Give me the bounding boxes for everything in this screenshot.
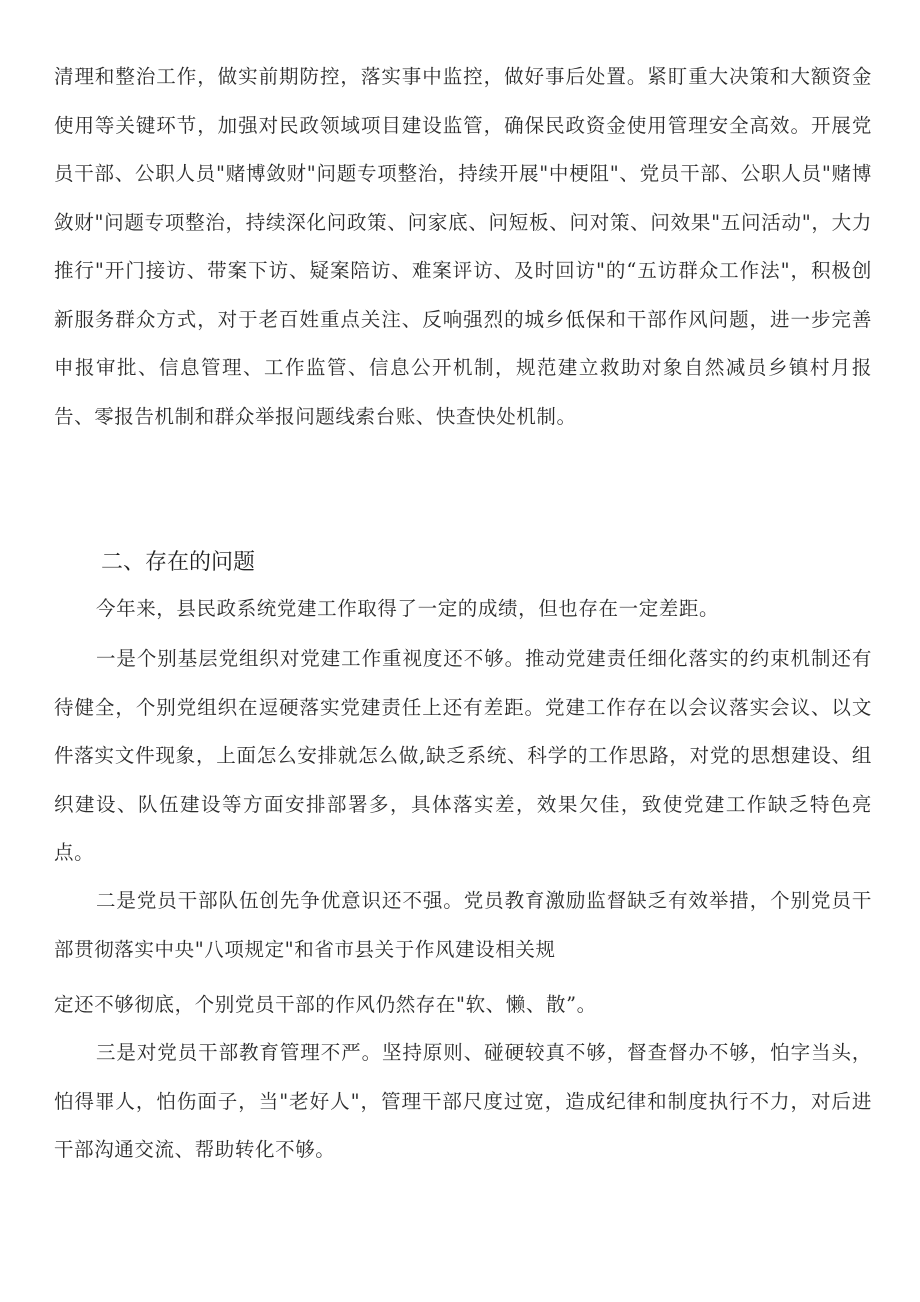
problem-two-continued-paragraph: 定还不够彻底，个别党员干部的作风仍然存在"软、懒、散”。: [54, 993, 597, 1016]
problem-one-paragraph: 一是个别基层党组织对党建工作重视度还不够。推动党建责任细化落实的约束机制还有待健全，个别党组织在逗硬落实党建责任上还有差距。党建工作存在以会议落实会议、以文件落实文件现象，上面怎么安排就怎么做,缺乏系统、科学的工作思路，对党的思想建设、组织建设、队伍建设等方面安排部署多，具体落实差，效果欠佳，致使党建工作缺乏特色亮点。: [54, 647, 872, 864]
section-heading: 二、存在的问题: [101, 550, 256, 575]
intro-paragraph: 清理和整治工作，做实前期防控，落实事中监控，做好事后处置。紧盯重大决策和大额资金使用等关键环节，加强对民政领域项目建设监管，确保民政资金使用管理安全高效。开展党员干部、公职人员"赌博敛财"问题专项整治，持续开展"中梗阻"、党员干部、公职人员"赌博敛财"问题专项整治，持续深化问政策、问家底、问短板、问对策、问效果"五问活动"，大力推行"开门接访、带案下访、疑案陪访、难案评访、及时回访"的“五访群众工作法"，积极创新服务群众方式，对于老百姓重点关注、反响强烈的城乡低保和干部作风问题，进一步完善申报审批、信息管理、工作监管、信息公开机制，规范建立救助对象自然减员乡镇村月报告、零报告机制和群众举报问题线索台账、快查快处机制。: [54, 65, 872, 428]
problem-three-paragraph: 三是对党员干部教育管理不严。坚持原则、碰硬较真不够，督查督办不够，怕字当头，怕得罪人，怕伤面子，当"老好人"，管理干部尺度过宽，造成纪律和制度执行不力，对后进干部沟通交流、帮助转化不够。: [54, 1041, 872, 1161]
lead-paragraph: 今年来，县民政系统党建工作取得了一定的成绩，但也存在一定差距。: [96, 597, 720, 620]
problem-two-paragraph: 二是党员干部队伍创先争优意识还不强。党员教育激励监督缺乏有效举措，个别党员干部贯彻落实中央"八项规定"和省市县关于作风建设相关规: [54, 889, 872, 961]
